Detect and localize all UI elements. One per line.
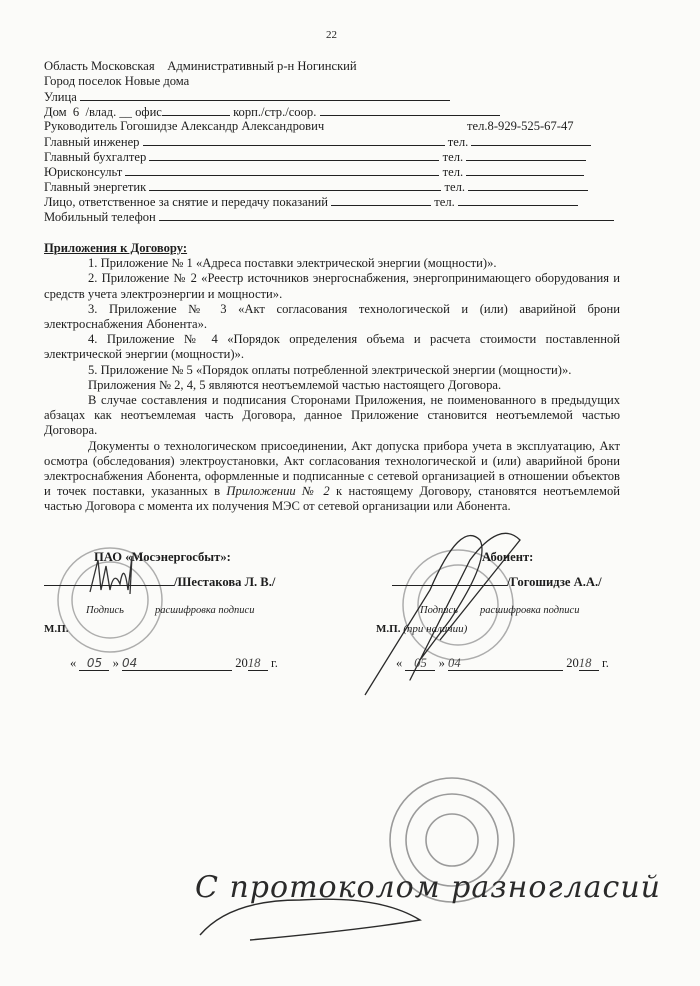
right-sign-label: Подпись (420, 605, 458, 616)
right-seal-note: (при наличии) (403, 623, 468, 635)
right-sign-line (392, 574, 602, 590)
appendix-item: 3. Приложение № 3 «Акт согласования технологической и (или) аварийной брони электроснабжения Абонента». (44, 301, 620, 332)
responsible-label: Лицо, ответственное за снятие и передачу показаний (44, 195, 328, 209)
left-date: « 05 » 04 2018 г. (70, 656, 278, 670)
chief-engineer-label: Главный инженер (44, 135, 140, 149)
right-name: /Гогошидзе А.А./ (507, 575, 602, 589)
left-sign-line (44, 574, 275, 590)
year-prefix: 20 (235, 656, 248, 670)
year-prefix: 20 (566, 656, 579, 670)
blank (44, 574, 174, 586)
tel-label: тел. (447, 135, 469, 149)
left-seal-label: М.П. (44, 623, 69, 635)
year-suffix: г. (270, 656, 278, 670)
power-engineer-label: Главный энергетик (44, 180, 147, 194)
right-month: 04 (448, 656, 563, 671)
appendix-item: 2. Приложение № 2 «Реестр источников энергоснабжения, энергопринимающего оборудования и средств учета электроэнергии и мощности». (44, 271, 620, 301)
text-emphasis: Приложении № 2 (226, 484, 330, 499)
tel-label: тел. (442, 165, 464, 179)
left-year: 18 (248, 656, 268, 671)
director-phone: тел.8-929-525-67-47 (467, 119, 574, 133)
city: Город поселок Новые дома (44, 74, 190, 88)
right-seal-label: М.П. (376, 623, 401, 635)
right-date: « 05 » 04 2018 г. (396, 656, 609, 670)
appendices-heading: Приложения к Договору: (44, 241, 188, 255)
left-decode-label: расшифровка подписи (155, 605, 255, 616)
handwritten-note-icon (200, 899, 420, 940)
right-decode-label: расшифровка подписи (480, 605, 580, 616)
director: Руководитель Гогошидзе Александр Александрович (44, 119, 325, 133)
house-rest: /влад. __ офис (85, 105, 162, 119)
appendix-item: 4. Приложение № 4 «Порядок определения объема и расчета стоимости поставленной электрической энергии (мощности)». (44, 332, 620, 362)
handwritten-note: С протоколом разногласий (195, 870, 662, 905)
tel-label: тел. (442, 150, 464, 164)
page-number: 22 (326, 29, 337, 41)
left-day: 05 (79, 656, 109, 671)
chief-accountant-label: Главный бухгалтер (44, 150, 147, 164)
left-sign-label: Подпись (86, 605, 124, 616)
appendix-item: 1. Приложение № 1 «Адреса поставки электрической энергии (мощности)». (88, 256, 497, 271)
lawyer-label: Юрисконсульт (44, 165, 123, 179)
right-seal-line (376, 622, 467, 637)
right-party: Абонент: (482, 550, 534, 564)
district: Административный р-н Ногинский (167, 59, 357, 73)
left-party: ПАО «Мосэнергосбыт»: (94, 550, 231, 564)
year-suffix: г. (601, 656, 609, 670)
tel-label: тел. (434, 195, 455, 209)
blank (392, 574, 507, 586)
house-value: 6 (72, 105, 80, 119)
appendix-item: 5. Приложение № 5 «Порядок оплаты потребленной электрической энергии (мощности)». (88, 362, 572, 377)
text: Документы о технологическом присоединении, Акт допуска прибора учета в эксплуатацию, Акт осмотра (обследования) электроустановки, Акт согласования технологической и (или) аварийной брони электроснабжения Абонента, оформленные и подписанные с сетевой организацией в отношении объектов и точек поставки, указанных в (44, 438, 620, 499)
street-label: Улица (44, 90, 77, 104)
mobile-label: Мобильный телефон (44, 210, 156, 224)
right-day: 05 (405, 656, 435, 671)
right-year: 18 (579, 656, 599, 671)
tel-label: тел. (444, 180, 466, 194)
building-label: корп./стр./соор. (233, 105, 317, 119)
left-month: 04 (122, 656, 232, 671)
house-label: Дом (44, 105, 67, 119)
appendix-note: Приложения № 2, 4, 5 являются неотъемлемой частью настоящего Договора. (88, 377, 502, 392)
appendix-paragraph: В случае составления и подписания Сторонами Приложения, не поименованного в предыдущих абзацах как неотъемлемая часть Договора, данное Приложение становится неотъемлемой частью Договора. (44, 393, 620, 438)
left-name: /Шестакова Л. В./ (174, 575, 276, 589)
text: к настоящему Договору, становятся неотъемлемой частью Договора с момента их получения МЭС от сетевой организации или Абонента. (44, 484, 620, 514)
region: Область Московская (44, 59, 155, 73)
